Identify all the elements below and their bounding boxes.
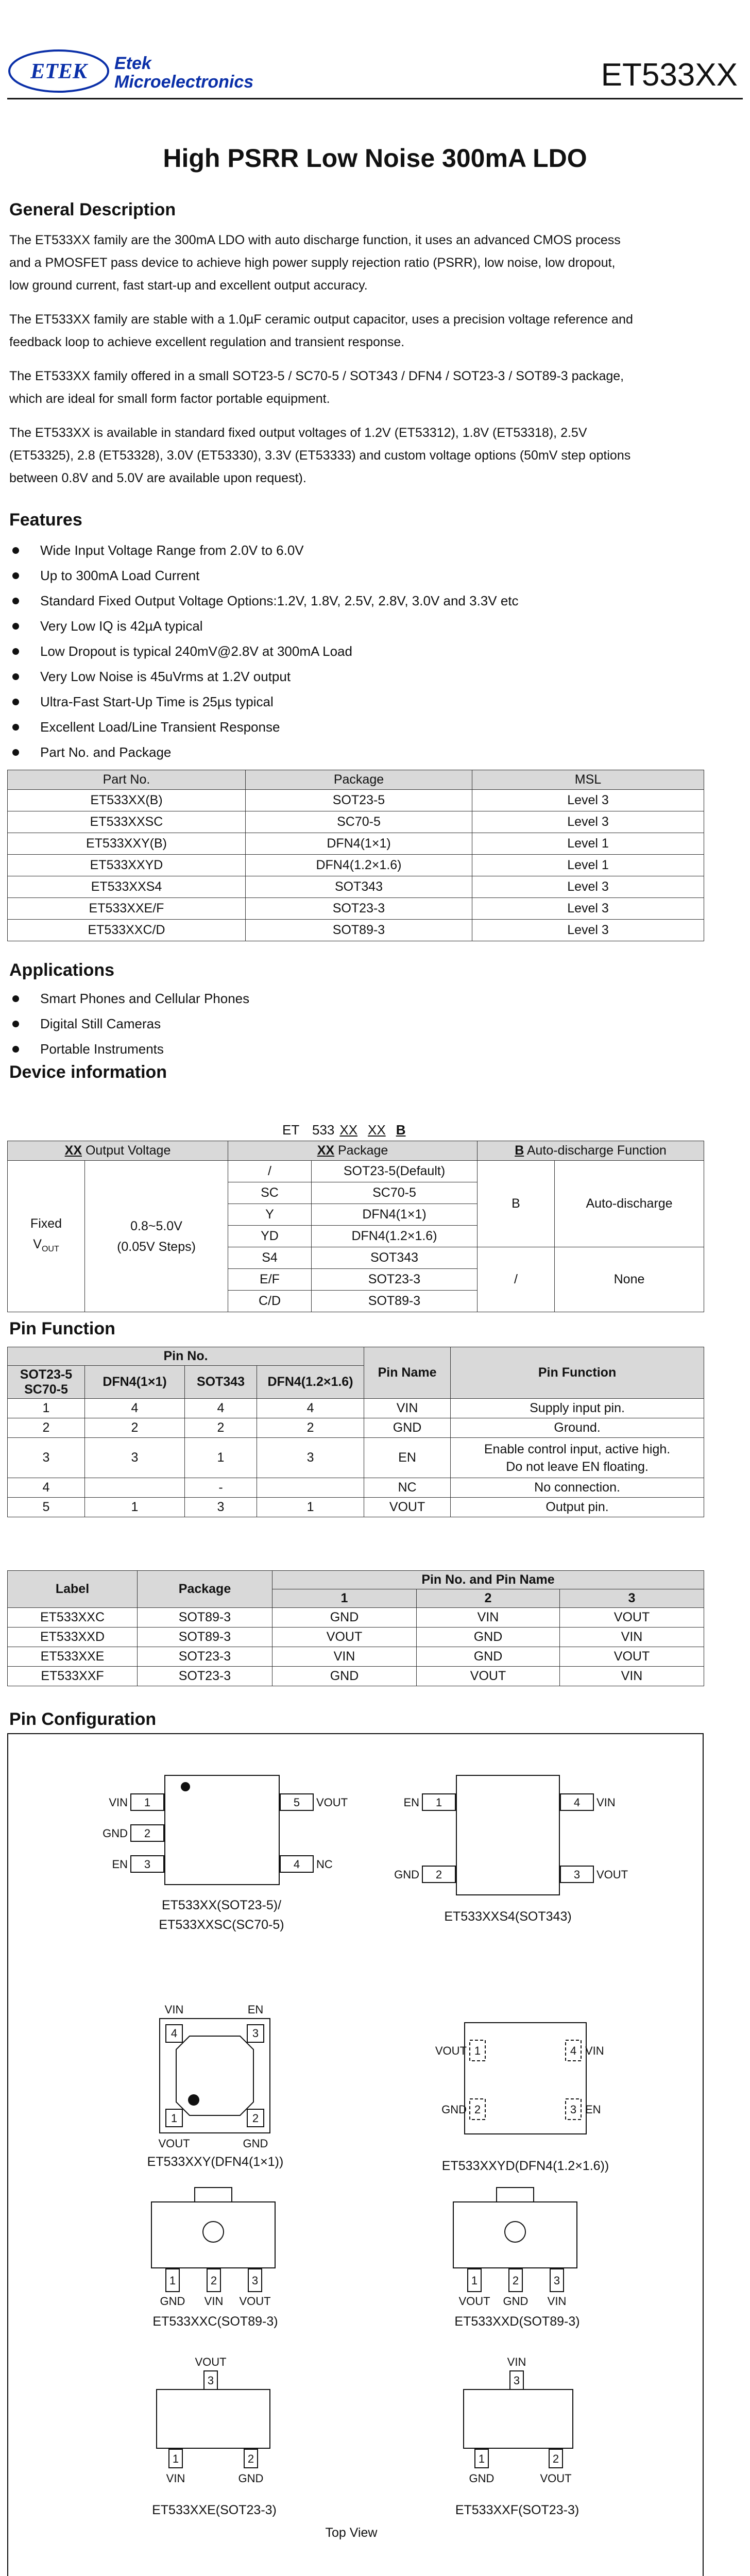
general-description-heading: General Description: [9, 200, 176, 219]
pin-label: EN: [585, 2103, 601, 2116]
table-row: 4 - NC No connection.: [8, 1478, 704, 1498]
table-row: ET533XXC SOT89-3 GND VIN VOUT: [8, 1608, 704, 1628]
table-row: 5 1 3 1 VOUT Output pin.: [8, 1498, 704, 1517]
pin-function-table: [7, 1347, 704, 1517]
table-row: ET533XXE/F SOT23-3 Level 3: [8, 898, 704, 920]
table-header: SOT343: [185, 1366, 257, 1399]
list-item: Smart Phones and Cellular Phones: [9, 986, 249, 1011]
table-header: SOT23-5 SC70-5: [8, 1366, 85, 1399]
table-header: DFN4(1×1): [85, 1366, 185, 1399]
package-caption: ET533XXS4(SOT343): [444, 1909, 572, 1924]
pin1-marker-icon: [188, 2094, 199, 2106]
svg-text:3: 3: [570, 2103, 577, 2116]
etek-logo-icon: [7, 47, 110, 95]
pin-label: GND: [160, 2295, 185, 2308]
svg-text:2: 2: [247, 2452, 254, 2465]
table-row: ET533XXSC SC70-5 Level 3: [8, 811, 704, 833]
table-header: Package: [138, 1571, 272, 1608]
table-header: XX Output Voltage: [8, 1141, 228, 1161]
table-row: Y DFN4(1×1): [8, 1204, 704, 1226]
table-header: Package: [246, 770, 472, 790]
list-item: Up to 300mA Load Current: [9, 563, 519, 588]
package-caption: ET533XX(SOT23-5)/: [161, 1898, 282, 1912]
svg-text:4: 4: [570, 2044, 577, 2057]
svg-text:2: 2: [435, 1868, 442, 1881]
table-row: ET533XXE SOT23-3 VIN GND VOUT: [8, 1647, 704, 1667]
features-heading: Features: [9, 510, 82, 530]
svg-text:1: 1: [144, 1796, 151, 1809]
pin-label: GND: [469, 2472, 495, 2485]
svg-text:3: 3: [252, 2027, 259, 2040]
list-item: Ultra-Fast Start-Up Time is 25µs typical: [9, 689, 519, 715]
pin-label: GND: [243, 2137, 268, 2150]
pin-label: VIN: [166, 2472, 185, 2485]
package-caption: ET533XXYD(DFN4(1.2×1.6)): [441, 2159, 609, 2173]
svg-text:1: 1: [471, 2274, 478, 2287]
list-item: Excellent Load/Line Transient Response: [9, 715, 519, 740]
header-divider: [7, 98, 743, 99]
pin-function-heading: Pin Function: [9, 1319, 115, 1338]
pin-label: VOUT: [195, 2355, 227, 2368]
pin-label: GND: [441, 2103, 467, 2116]
pin-label: EN: [247, 2003, 264, 2016]
table-row: ET533XXS4 SOT343 Level 3: [8, 876, 704, 898]
svg-text:1: 1: [478, 2452, 485, 2465]
table-row: ET533XXY(B) DFN4(1×1) Level 1: [8, 833, 704, 855]
pin-label: GND: [103, 1827, 128, 1840]
pin-label: VIN: [547, 2295, 567, 2308]
package-caption: ET533XXE(SOT23-3): [152, 2503, 277, 2517]
table-row: ET533XXF SOT23-3 GND VOUT VIN: [8, 1667, 704, 1686]
table-header: 2: [417, 1589, 560, 1608]
package-caption: ET533XXSC(SC70-5): [159, 1918, 284, 1932]
svg-text:4: 4: [293, 1858, 300, 1871]
list-item: Very Low IQ is 42µA typical: [9, 614, 519, 639]
table-row: E/F SOT23-3: [8, 1269, 704, 1291]
svg-text:3: 3: [573, 1868, 581, 1881]
list-item: Portable Instruments: [9, 1037, 249, 1062]
svg-text:2: 2: [512, 2274, 519, 2287]
table-row: ET533XXYD DFN4(1.2×1.6) Level 1: [8, 855, 704, 876]
table-row: C/D SOT89-3: [8, 1291, 704, 1312]
table-row: ET533XX(B) SOT23-5 Level 3: [8, 790, 704, 811]
package-caption: ET533XXC(SOT89-3): [152, 2314, 278, 2329]
table-header: Pin Function: [451, 1347, 704, 1399]
svg-text:3: 3: [144, 1858, 151, 1871]
general-paragraph-3: The ET533XX family offered in a small SOT23-5 / SC70-5 / SOT343 / DFN4 / SOT23-3 / SOT89-3 package, which are ideal for small form factor portable equipment.: [9, 369, 624, 406]
pin-label: VOUT: [435, 2044, 467, 2057]
pin-label: NC: [316, 1858, 333, 1871]
table-header: Pin No.: [8, 1347, 364, 1366]
table-header: XX Package: [228, 1141, 478, 1161]
applications-list: [9, 986, 249, 1062]
table-header: DFN4(1.2×1.6): [257, 1366, 364, 1399]
pin-label: VOUT: [316, 1796, 348, 1809]
svg-text:4: 4: [171, 2027, 178, 2040]
pin-label: GND: [238, 2472, 264, 2485]
list-item: Low Dropout is typical 240mV@2.8V at 300mA Load: [9, 639, 519, 664]
svg-text:3: 3: [513, 2374, 520, 2387]
table-row: ET533XXD SOT89-3 VOUT GND VIN: [8, 1628, 704, 1647]
list-item: Digital Still Cameras: [9, 1011, 249, 1037]
top-view-label: Top View: [325, 2526, 378, 2540]
table-header: 1: [272, 1589, 417, 1608]
general-paragraph-1: The ET533XX family are the 300mA LDO with auto discharge function, it uses an advanced CMOS process and a PMOSFET pass device to achieve high power supply rejection ratio (PSRR), low noise, low dropout, low ground current, fast start-up and excellent output accuracy.: [9, 233, 621, 293]
device-information-table: [7, 1141, 704, 1312]
pin-label: GND: [503, 2295, 529, 2308]
company-name-line2: Microelectronics: [114, 72, 254, 92]
table-row: YD DFN4(1.2×1.6): [8, 1226, 704, 1247]
table-row: SC SC70-5: [8, 1182, 704, 1204]
svg-text:3: 3: [553, 2274, 560, 2287]
pin-label: EN: [403, 1796, 419, 1809]
general-paragraph-2: The ET533XX family are stable with a 1.0µF ceramic output capacitor, uses a precision voltage reference and feedback loop to achieve excellent regulation and transient response.: [9, 312, 633, 349]
package-caption: ET533XXD(SOT89-3): [454, 2314, 580, 2329]
pin-label: VIN: [507, 2355, 526, 2368]
features-list: [9, 538, 519, 765]
table-header: Pin Name: [364, 1347, 451, 1399]
svg-text:2: 2: [552, 2452, 559, 2465]
package-caption: ET533XXY(DFN4(1×1)): [147, 2155, 284, 2169]
svg-text:1: 1: [172, 2452, 179, 2465]
device-information-heading: Device information: [9, 1062, 167, 1082]
list-item: Wide Input Voltage Range from 2.0V to 6.0V: [9, 538, 519, 563]
svg-text:4: 4: [573, 1796, 581, 1809]
header-part-number: ET533XX: [601, 57, 738, 93]
table-header: 3: [560, 1589, 704, 1608]
svg-text:2: 2: [144, 1827, 151, 1840]
pin-label: VOUT: [239, 2295, 271, 2308]
device-code: ET 533 XX XX B: [282, 1122, 406, 1138]
svg-text:3: 3: [207, 2374, 214, 2387]
svg-text:1: 1: [169, 2274, 176, 2287]
list-item: Standard Fixed Output Voltage Options:1.2V, 1.8V, 2.5V, 2.8V, 3.0V and 3.3V etc: [9, 588, 519, 614]
list-item: Part No. and Package: [9, 740, 519, 765]
svg-text:2: 2: [210, 2274, 217, 2287]
pin-label: EN: [112, 1858, 128, 1871]
pin-label: VOUT: [158, 2137, 190, 2150]
pin-label: VIN: [596, 1796, 616, 1809]
package-caption: ET533XXF(SOT23-3): [455, 2503, 579, 2517]
svg-text:1: 1: [474, 2044, 481, 2057]
part-package-table: [7, 770, 704, 941]
svg-text:2: 2: [252, 2112, 259, 2125]
pin-label: VOUT: [458, 2295, 490, 2308]
pin-configuration-diagram: [7, 1733, 703, 2576]
pin-label: GND: [394, 1868, 419, 1881]
table-row: 1 4 4 4 VIN Supply input pin.: [8, 1399, 704, 1418]
svg-text:1: 1: [435, 1796, 442, 1809]
label-package-table: [7, 1570, 704, 1686]
applications-heading: Applications: [9, 960, 115, 980]
table-header: Label: [8, 1571, 138, 1608]
pin-configuration-heading: Pin Configuration: [9, 1709, 157, 1729]
pin1-marker-icon: [181, 1782, 190, 1791]
pin-label: VIN: [164, 2003, 184, 2016]
svg-text:5: 5: [293, 1796, 300, 1809]
company-name-line1: Etek: [114, 54, 151, 73]
list-item: Very Low Noise is 45uVrms at 1.2V output: [9, 664, 519, 689]
table-header: MSL: [472, 770, 704, 790]
svg-text:1: 1: [171, 2112, 178, 2125]
table-header: B Auto-discharge Function: [478, 1141, 704, 1161]
svg-text:3: 3: [251, 2274, 259, 2287]
table-row: S4 SOT343 / None: [8, 1247, 704, 1269]
svg-text:2: 2: [474, 2103, 481, 2116]
table-row: ET533XXC/D SOT89-3 Level 3: [8, 920, 704, 941]
logo-text: ETEK: [30, 60, 87, 83]
table-row: 2 2 2 2 GND Ground.: [8, 1418, 704, 1438]
table-header: Pin No. and Pin Name: [272, 1571, 704, 1589]
table-row: 3 3 1 3 EN Enable control input, active high. Do not leave EN floating.: [8, 1438, 704, 1478]
table-row: Fixed $V_{OUT}$ 0.8~5.0V (0.05V Steps) / SOT23-5(Default) B Auto-discharge: [8, 1161, 704, 1182]
general-paragraph-4: The ET533XX is available in standard fixed output voltages of 1.2V (ET53312), 1.8V (ET53318), 2.5V (ET53325), 2.8 (ET53328), 3.0V (ET53330), 3.3V (ET53333) and custom voltage options (50mV step options between 0.8V and 5.0V are available upon request).: [9, 426, 631, 485]
pin-label: VOUT: [596, 1868, 628, 1881]
table-header: Part No.: [8, 770, 246, 790]
pin-label: VOUT: [540, 2472, 572, 2485]
pin-label: VIN: [585, 2044, 604, 2057]
pin-label: VIN: [204, 2295, 224, 2308]
pin-label: VIN: [109, 1796, 128, 1809]
page-title: High PSRR Low Noise 300mA LDO: [163, 144, 587, 173]
